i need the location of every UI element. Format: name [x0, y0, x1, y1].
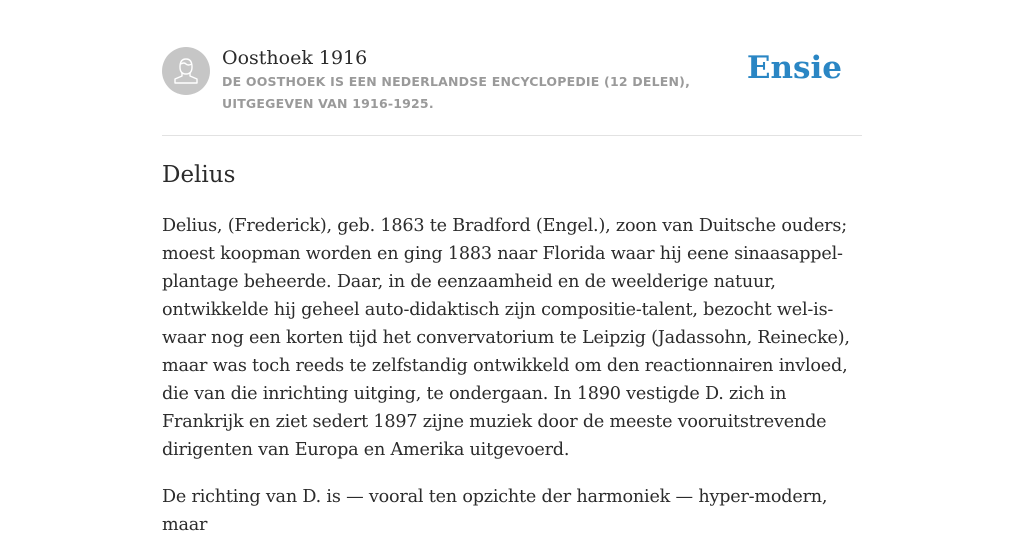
- article-title: Delius: [162, 162, 236, 188]
- article-paragraph: Delius, (Frederick), geb. 1863 te Bradford (Engel.), zoon van Duitsche ouders; moest koopman worden en ging 1883 naar Florida waar hij eene sinaasappel-plantage beheerde. Daar, in de eenzaamheid en de weelderige natuur, ontwikkelde hij geheel auto-didaktisch zijn compositie-talent, bezocht wel-is-waar nog een korten tijd het convervatorium te Leipzig (Jadassohn, Reinecke), maar was toch reeds te zelfstandig ontwikkeld om den reactionnairen invloed, die van die inrichting uitging, te ondergaan. In 1890 vestigde D. zich in Frankrijk en ziet sedert 1897 zijne muziek door de meeste vooruitstrevende dirigenten van Europa en Amerika uitgevoerd.: [162, 216, 850, 460]
- source-description: DE OOSTHOEK IS EEN NEDERLANDSE ENCYCLOPEDIE (12 DELEN), UITGEGEVEN VAN 1916-1925.: [222, 74, 691, 111]
- ensie-logo[interactable]: Ensie: [746, 50, 842, 86]
- user-placeholder-icon[interactable]: [162, 47, 210, 95]
- source-header: [162, 46, 862, 116]
- header-divider: [162, 135, 862, 136]
- article-body: [162, 212, 864, 535]
- source-title[interactable]: Oosthoek 1916: [222, 47, 368, 69]
- article-paragraph: De richting van D. is — vooral ten opzichte der harmoniek — hyper-modern, maar: [162, 487, 828, 535]
